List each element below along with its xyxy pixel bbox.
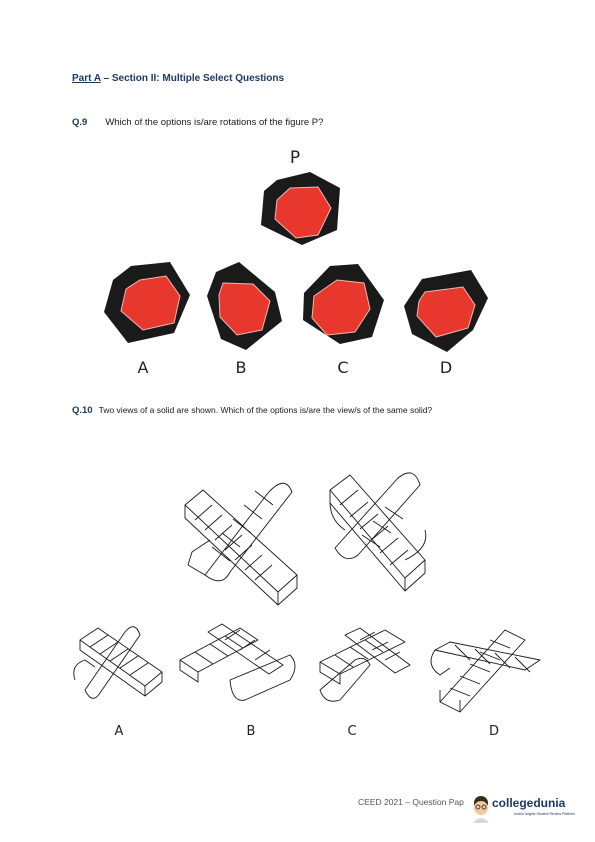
mascot-icon	[470, 795, 492, 825]
section-subtitle: – Section II: Multiple Select Questions	[100, 73, 285, 84]
footer-text: CEED 2021 – Question Pap	[358, 797, 464, 807]
q10-option-a-label[interactable]: A	[114, 724, 124, 739]
solid-view-1	[185, 483, 297, 605]
q10-option-c[interactable]	[320, 628, 410, 701]
q10-option-a[interactable]	[74, 627, 162, 699]
option-c-label[interactable]: C	[337, 358, 349, 377]
option-b-label[interactable]: B	[235, 358, 247, 377]
option-d-label[interactable]: D	[439, 358, 453, 377]
q10-option-b[interactable]	[180, 624, 295, 700]
brand-tagline: India's largest Student Review Platform	[514, 812, 575, 816]
question-text: Which of the options is/are rotations of the figure P?	[105, 117, 324, 128]
brand-logo: collegedunia	[492, 796, 566, 810]
q10-option-b-label[interactable]: B	[246, 724, 256, 739]
question-text: Two views of a solid are shown. Which of the options is/are the view/s of the same solid?	[98, 405, 433, 415]
question-number: Q.9	[72, 117, 88, 128]
option-a-label[interactable]: A	[137, 358, 149, 377]
figure-p-label: P	[289, 148, 301, 168]
q10-option-c-label[interactable]: C	[347, 724, 357, 739]
part-link[interactable]: Part A	[72, 73, 101, 84]
q10-option-d-label[interactable]: D	[488, 724, 499, 739]
q10-option-d[interactable]	[431, 630, 540, 712]
solid-view-2	[330, 473, 426, 591]
question-number: Q.10	[72, 405, 93, 416]
